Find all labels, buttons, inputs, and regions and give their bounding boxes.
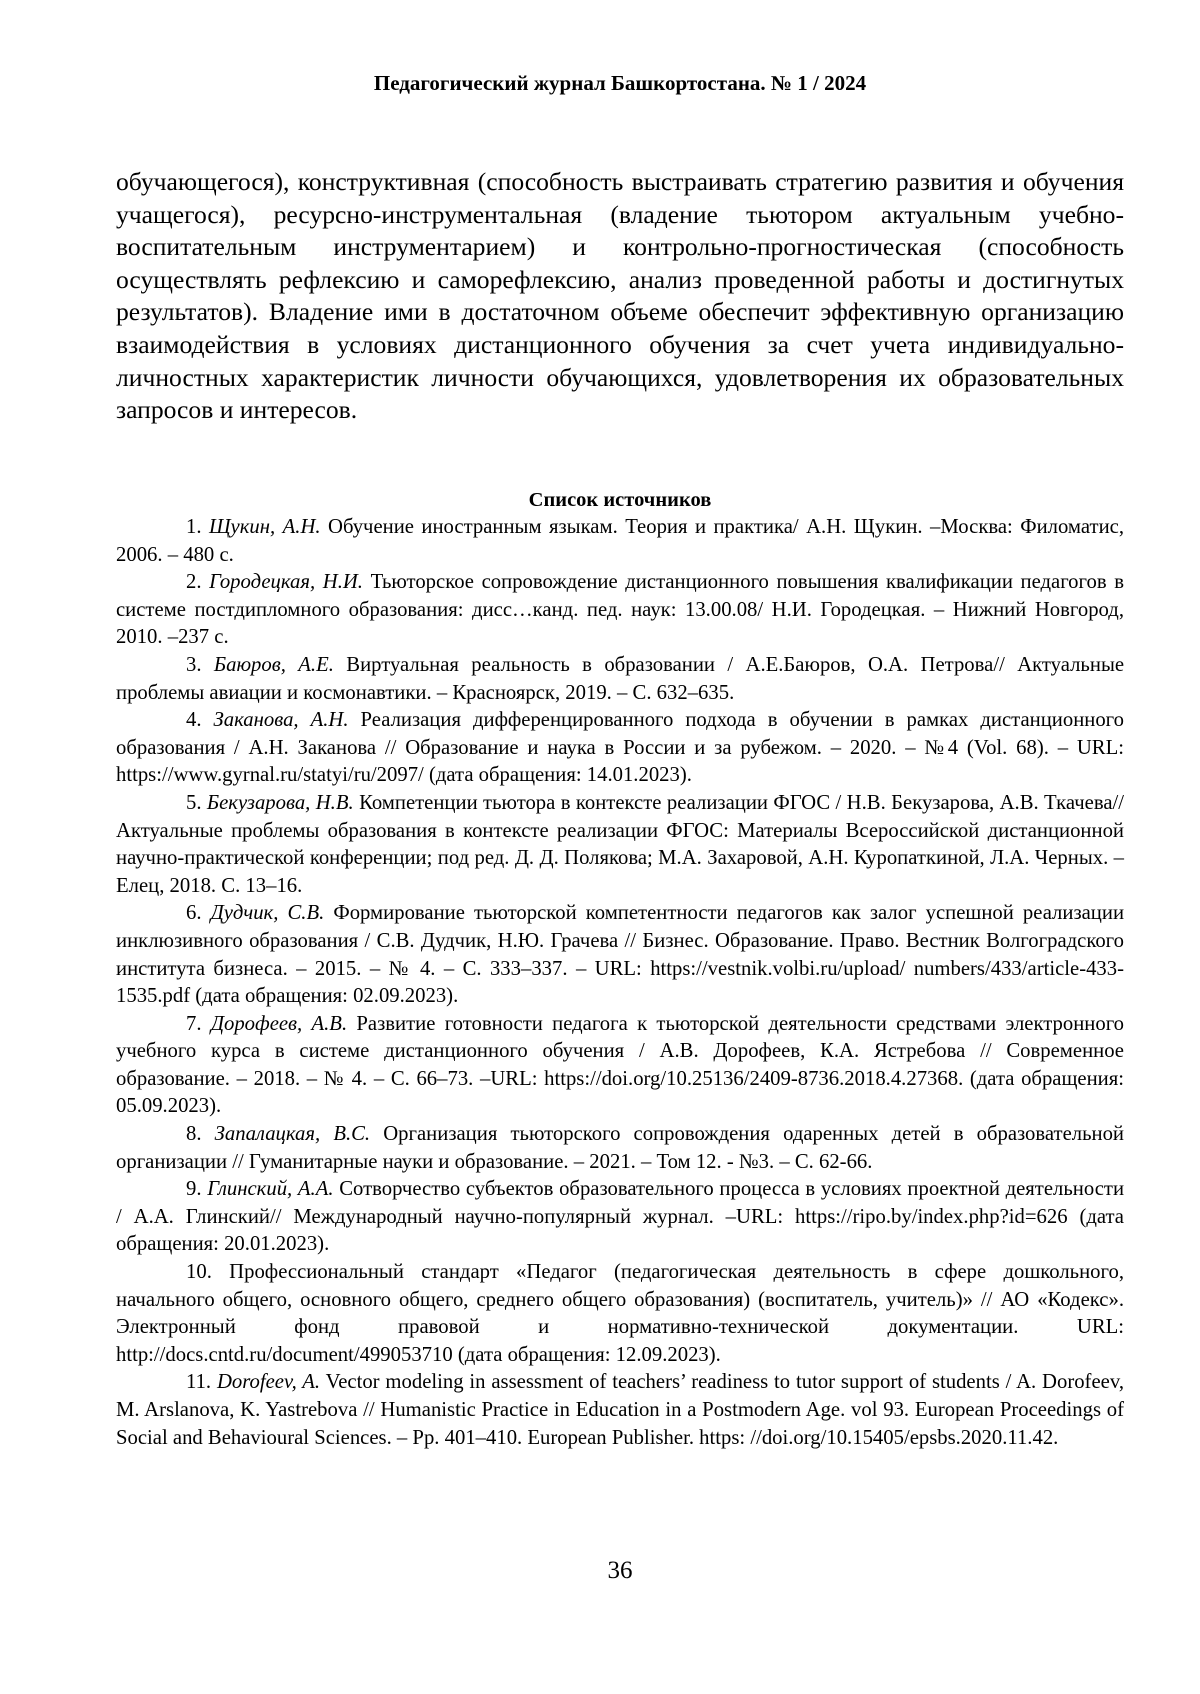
reference-author: Заканова, А.Н. <box>213 709 349 732</box>
reference-number: 10. <box>186 1261 212 1284</box>
page-number: 36 <box>607 1557 633 1584</box>
reference-number: 9. <box>186 1178 202 1201</box>
reference-author: Дорофеев, А.В. <box>210 1012 348 1035</box>
reference-number: 1. <box>186 516 202 538</box>
references-list <box>116 514 1124 1452</box>
reference-author: Запалацкая, В.С. <box>214 1123 371 1146</box>
reference-number: 4. <box>186 709 202 732</box>
reference-text: Формирование тьюторской компетентности педагогов как залог успешной реализации инклюзивного образования / С.В. Дудчик, Н.Ю. Грачева // Бизнес. Образование. Право. Вестник Волгоградского института бизнеса. – 2015. – № 4. – С. 333–337. – URL: https://vestnik.volbi.ru/upload/ numbers/433/article-433-1535.pdf (дата обращения: 02.09.2023). <box>116 902 1125 1008</box>
reference-text: Организация тьюторского сопровождения одаренных детей в образовательной организации // Гуманитарные науки и образование. – 2021. – Том 12. - №3. – С. 62-66. <box>116 1123 1125 1173</box>
reference-number: 3. <box>186 653 202 676</box>
reference-item <box>116 1011 1124 1121</box>
body-paragraph: обучающегося), конструктивная (способность выстраивать стратегию развития и обучения учащегося), ресурсно-инструментальная (владение тьютором актуальным учебно-воспитательным инструментарием) и контрольно-прогностическая (способность осуществлять рефлексию и саморефлексию, анализ проведенной работы и достигнутых результатов). Владение ими в достаточном объеме обеспечит эффективную организацию взаимодействия в условиях дистанционного обучения за счет учета индивидуально-личностных характеристик личности обучающихся, удовлетворения их образовательных запросов и интересов. <box>116 167 1124 425</box>
reference-author: Dorofeev, A. <box>216 1371 321 1394</box>
reference-item <box>116 1369 1124 1452</box>
reference-author: Бекузарова, Н.В. <box>206 791 354 814</box>
reference-author: Городецкая, Н.И. <box>209 571 363 594</box>
reference-text: Профессиональный стандарт «Педагог (педагогическая деятельность в сфере дошкольного, начального общего, основного общего, среднего общего образования) (воспитатель, учитель)» // АО «Кодекс». Электронный фонд правовой и нормативно-технической документации. URL: http://docs.cntd.ru/document/499053710 (дата обращения: 12.09.2023). <box>116 1261 1124 1366</box>
reference-item <box>116 790 1124 900</box>
reference-number: 11. <box>186 1371 212 1394</box>
reference-item <box>116 900 1124 1010</box>
reference-item <box>116 1259 1124 1369</box>
reference-author: Щукин, А.Н. <box>208 516 321 538</box>
reference-item <box>116 514 1124 569</box>
reference-number: 8. <box>186 1123 202 1146</box>
reference-text: Тьюторское сопровождение дистанционного повышения квалификации педагогов в системе постдипломного образования: дисс…канд. пед. наук: 13.00.08/ Н.И. Городецкая. – Нижний Новгород, 2010. –237 с. <box>116 571 1125 649</box>
reference-text: Реализация дифференцированного подхода в обучении в рамках дистанционного образования / А.Н. Заканова // Образование и наука в России и за рубежом. – 2020. – №4 (Vol. 68). – URL: https://www.gyrnal.ru/statyi/ru/2097/ (дата обращения: 14.01.2023). <box>116 709 1124 787</box>
reference-text: Обучение иностранным языкам. Теория и практика/ А.Н. Щукин. –Москва: Филоматис, 2006. – 480 с. <box>116 516 1124 566</box>
reference-text: Развитие готовности педагога к тьюторской деятельности средствами электронного учебного курса в системе дистанционного обучения / А.В. Дорофеев, К.А. Ястребова // Современное образование. – 2018. – № 4. – С. 66–73. –URL: https://doi.org/10.25136/2409-8736.2018.4.27368. (дата обращения: 05.09.2023). <box>116 1012 1125 1118</box>
references-title: Список источников <box>528 489 712 511</box>
reference-item <box>116 652 1124 707</box>
reference-text: Компетенции тьютора в контексте реализации ФГОС / Н.В. Бекузарова, А.В. Ткачева// Актуальные проблемы образования в контексте реализации ФГОС: Материалы Всероссийской дистанционной научно-практической конференции; под ред. Д. Д. Полякова; М.А. Захаровой, А.Н. Куропаткиной, Л.А. Черных. – Елец, 2018. С. 13–16. <box>116 791 1125 897</box>
reference-text: Сотворчество субъектов образовательного процесса в условиях проектной деятельности / А.А. Глинский// Международный научно-популярный журнал. –URL: https://ripo.by/index.php?id=626 (дата обращения: 20.01.2023). <box>116 1178 1125 1256</box>
reference-item <box>116 1121 1124 1176</box>
reference-item <box>116 1176 1124 1259</box>
reference-number: 7. <box>186 1012 202 1035</box>
reference-author: Глинский, А.А. <box>207 1178 334 1201</box>
reference-author: Дудчик, С.В. <box>210 902 325 925</box>
running-head: Педагогический журнал Башкортостана. № 1 / 2024 <box>373 71 867 95</box>
reference-author: Баюров, А.Е. <box>213 653 334 676</box>
reference-text: Виртуальная реальность в образовании / А.Е.Баюров, О.А. Петрова// Актуальные проблемы авиации и космонавтики. – Красноярск, 2019. – С. 632–635. <box>116 653 1125 704</box>
reference-number: 2. <box>186 571 202 594</box>
reference-number: 5. <box>186 791 202 814</box>
reference-text: Vector modeling in assessment of teachers’ readiness to tutor support of students / A. Dorofeev, M. Arslanova, K. Yastrebova // Humanistic Practice in Education in a Postmodern Age. vol 93. European Proceedings of Social and Behavioural Sciences. – Pp. 401–410. European Publisher. https: //doi.org/10.15405/epsbs.2020.11.42. <box>116 1371 1124 1449</box>
reference-item <box>116 569 1124 652</box>
reference-item <box>116 707 1124 790</box>
reference-number: 6. <box>186 902 202 925</box>
